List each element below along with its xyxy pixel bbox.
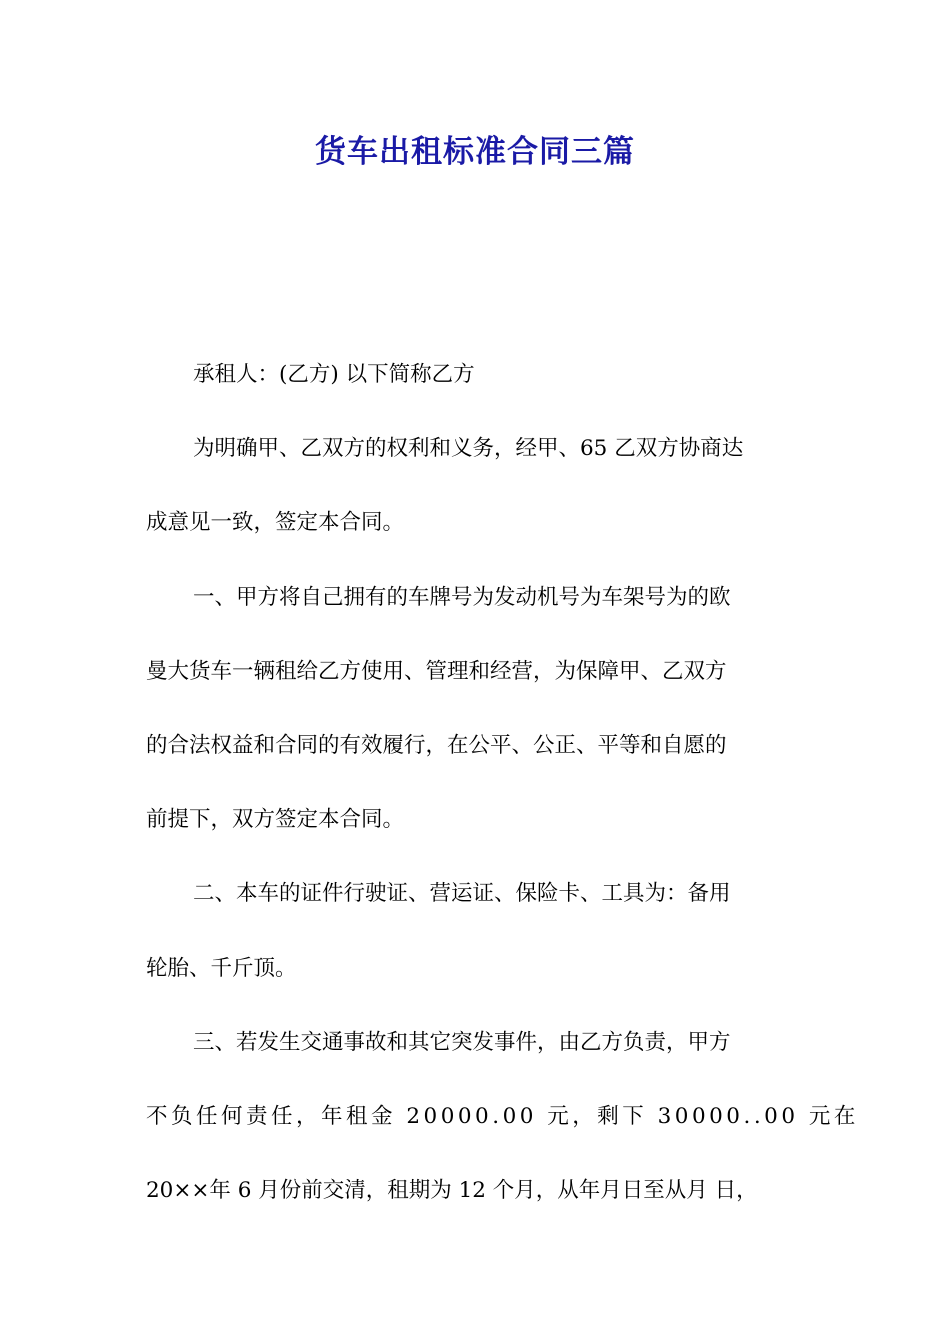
clause-1-line-2: 曼大货车一辆租给乙方使用、管理和经营，为保障甲、乙双方 [146, 658, 727, 684]
document-title: 货车出租标准合同三篇 [315, 134, 635, 170]
clause-3-line-1: 三、若发生交通事故和其它突发事件，由乙方负责，甲方 [193, 1029, 731, 1055]
clause-2-line-2: 轮胎、千斤顶。 [146, 955, 297, 981]
document-body [146, 338, 859, 1228]
clause-1-line-4: 前提下，双方签定本合同。 [146, 807, 405, 833]
preamble-line-1: 为明确甲、乙双方的权利和义务，经甲、65 乙双方协商达 [193, 436, 744, 462]
lessee-line: 承租人：(乙方) 以下简称乙方 [193, 362, 475, 387]
clause-3-line-2: 不负任何责任，年租金 20000.00 元，剩下 30000..00 元在 [146, 1104, 859, 1130]
preamble-line-2: 成意见一致，签定本合同。 [146, 510, 405, 536]
clause-1-line-1: 一、甲方将自己拥有的车牌号为发动机号为车架号为的欧 [193, 584, 731, 610]
clause-3-line-3: 20××年 6 月份前交清，租期为 12 个月，从年月日至从月 日， [146, 1178, 758, 1204]
clause-2-line-1: 二、本车的证件行驶证、营运证、保险卡、工具为：备用 [193, 881, 731, 907]
clause-1-line-3: 的合法权益和合同的有效履行，在公平、公正、平等和自愿的 [146, 733, 727, 759]
